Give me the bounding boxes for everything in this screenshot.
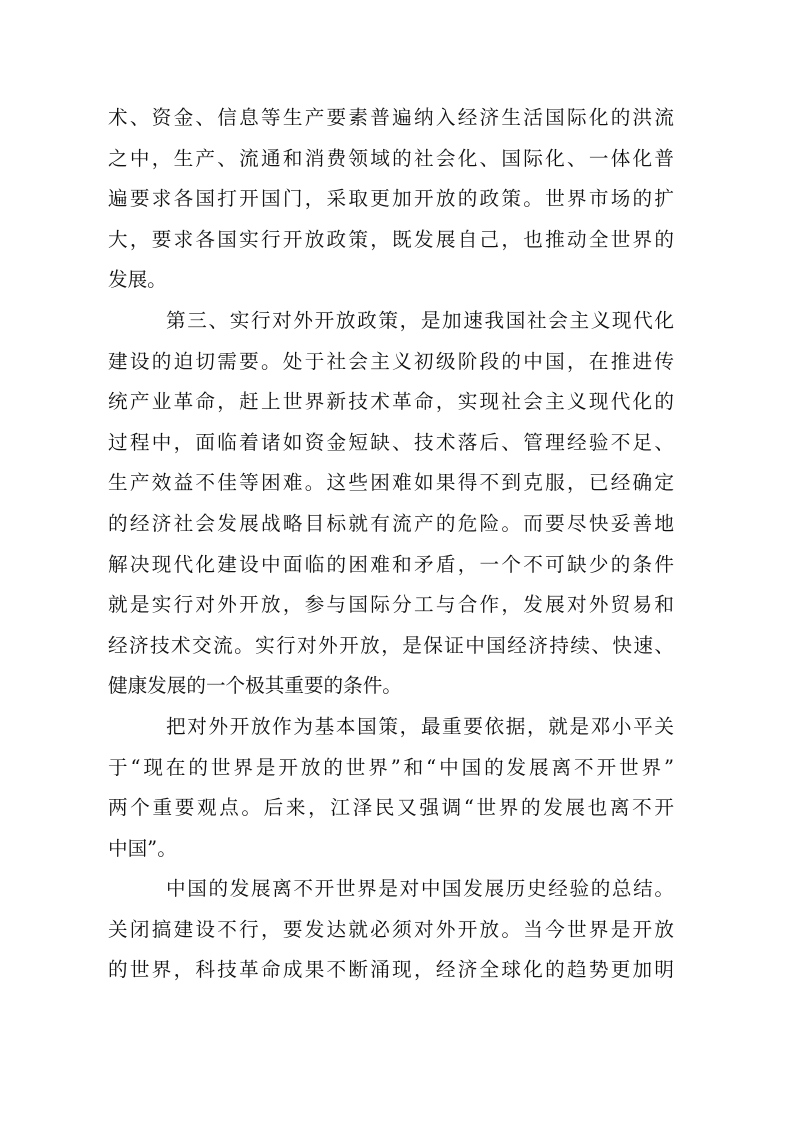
text-line: 解决现代化建设中面临的困难和矛盾，一个不可缺少的条件 — [108, 552, 674, 576]
text-line: 发展。 — [108, 268, 167, 292]
text-line: 就是实行对外开放，参与国际分工与合作，发展对外贸易和 — [108, 593, 674, 617]
text-line: 把对外开放作为基本国策，最重要依据，就是邓小平关 — [166, 714, 674, 738]
text-line: 关闭搞建设不行，要发达就必须对外开放。当今世界是开放 — [108, 917, 674, 941]
text-line: 遍要求各国打开国门，采取更加开放的政策。世界市场的扩 — [108, 187, 674, 211]
text-line: 建设的迫切需要。处于社会主义初级阶段的中国，在推进传 — [108, 349, 674, 373]
text-line: 生产效益不佳等困难。这些困难如果得不到克服，已经确定 — [108, 471, 674, 495]
text-line: 中国的发展离不开世界是对中国发展历史经验的总结。 — [166, 877, 674, 901]
text-line: 健康发展的一个极其重要的条件。 — [108, 674, 402, 698]
text-line: 过程中，面临着诸如资金短缺、技术落后、管理经验不足、 — [108, 430, 674, 454]
text-line: 之中，生产、流通和消费领域的社会化、国际化、一体化普 — [108, 146, 674, 170]
text-line: 统产业革命，赶上世界新技术革命，实现社会主义现代化的 — [108, 390, 674, 414]
text-line: 的经济社会发展战略目标就有流产的危险。而要尽快妥善地 — [108, 511, 674, 535]
text-line: 两个重要观点。后来，江泽民又强调“世界的发展也离不开 — [108, 796, 674, 820]
text-line: 的世界，科技革命成果不断涌现，经济全球化的趋势更加明 — [108, 958, 674, 982]
text-line: 大，要求各国实行开放政策，既发展自己，也推动全世界的 — [108, 227, 674, 251]
text-line: 术、资金、信息等生产要素普遍纳入经济生活国际化的洪流 — [108, 106, 674, 129]
text-line: 于“现在的世界是开放的世界”和“中国的发展离不开世界” — [108, 755, 674, 779]
text-line: 经济技术交流。实行对外开放，是保证中国经济持续、快速、 — [108, 633, 674, 657]
text-line: 中国”。 — [108, 836, 177, 860]
document-page — [108, 98, 674, 991]
text-line: 第三、实行对外开放政策，是加速我国社会主义现代化 — [166, 308, 674, 332]
